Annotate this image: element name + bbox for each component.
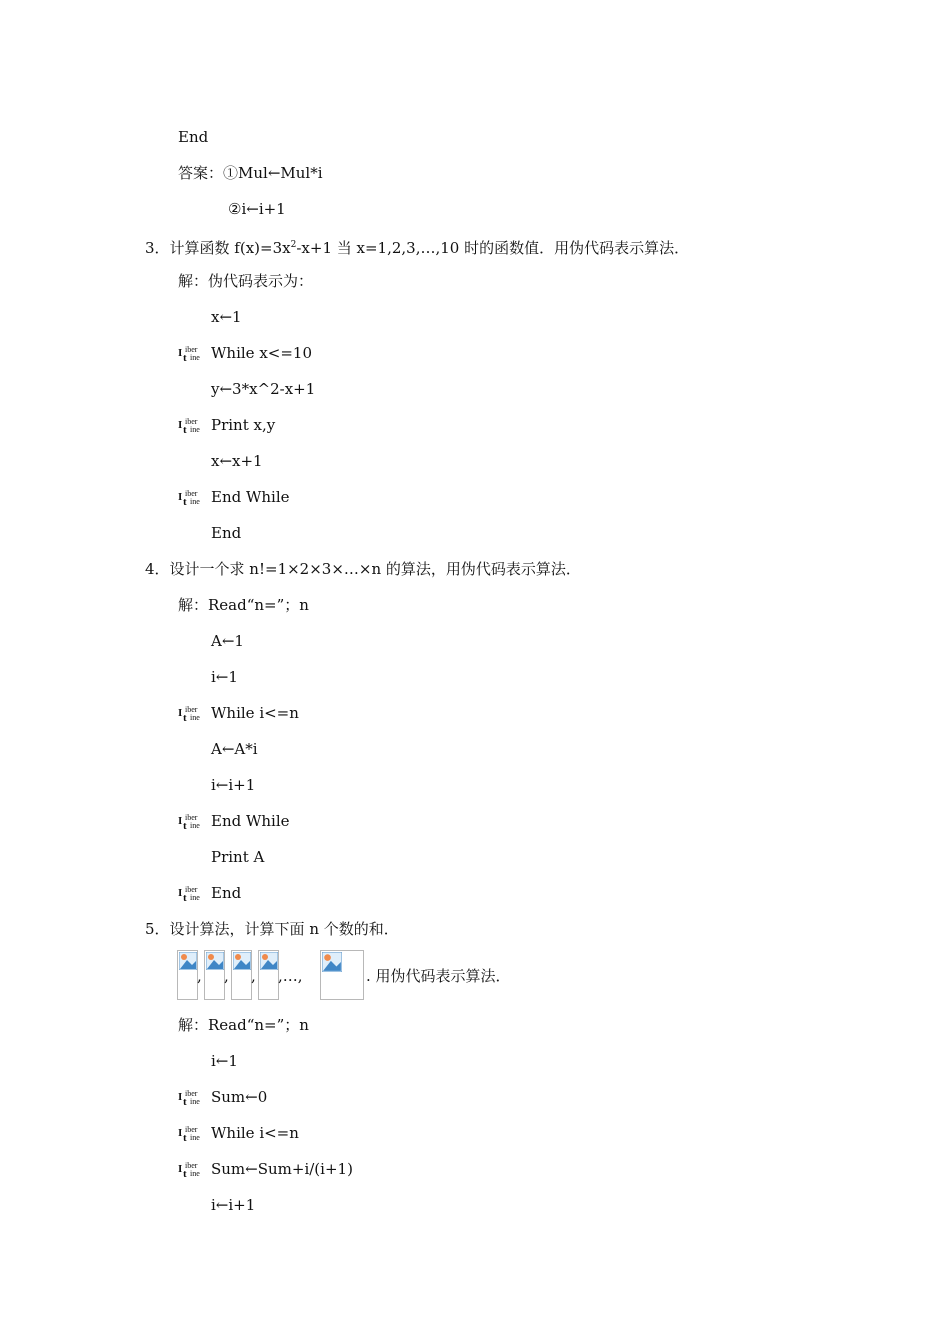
separator: , (224, 967, 229, 985)
q4-code-line: End (211, 884, 242, 902)
broken-image-icon (204, 950, 225, 1000)
q4-code-line: End While (211, 812, 290, 830)
q4-code-line: A←A*i (211, 740, 258, 758)
q3-code-line: While x<=10 (211, 344, 313, 362)
q4-code-line: i←1 (211, 668, 238, 686)
q4-code-line: A←1 (211, 632, 244, 650)
question-3: 3．计算函数 $f(x)=3x^2-x+1$ 当 x=1,2,3,…,10 时的函数值．用伪代码表示算法． (145, 239, 690, 257)
q4-code-line: Print A (211, 848, 265, 866)
libertine-icon: I iber t ine (178, 345, 200, 364)
libertine-icon: I iber t ine (178, 1125, 200, 1144)
broken-image-icon (320, 950, 364, 1000)
q3-solution-label: 解：伪代码表示为： (178, 272, 314, 290)
broken-image-icon (258, 950, 279, 1000)
libertine-icon: I iber t ine (178, 885, 200, 904)
libertine-icon: I iber t ine (178, 417, 200, 436)
question-4: 4．设计一个求 n!=1×2×3×…×n 的算法，用伪代码表示算法． (145, 560, 581, 578)
ellipsis: ,…, (278, 967, 303, 985)
q4-code-line: While i<=n (211, 704, 299, 722)
separator: , (251, 967, 256, 985)
q5-code-line: i←i+1 (211, 1196, 256, 1214)
q5-code-line: Sum←Sum+i/(i+1) (211, 1160, 353, 1178)
broken-image-icon (177, 950, 198, 1000)
q3-code-line: End While (211, 488, 290, 506)
libertine-icon: I iber t ine (178, 1089, 200, 1108)
answer-line-2: ②i←i+1 (228, 200, 286, 218)
q3-code-line: x←x+1 (211, 452, 263, 470)
q5-code-line: Sum←0 (211, 1088, 268, 1106)
broken-image-icon (231, 950, 252, 1000)
libertine-icon: I iber t ine (178, 813, 200, 832)
q3-code-line: y←3*x^2-x+1 (211, 380, 316, 398)
q5-tail-text: . 用伪代码表示算法． (366, 967, 511, 985)
libertine-icon: I iber t ine (178, 489, 200, 508)
q3-code-line: End (211, 524, 242, 542)
q5-code-line: i←1 (211, 1052, 238, 1070)
q3-code-line: Print x,y (211, 416, 276, 434)
question-5: 5．设计算法，计算下面 n 个数的和． (145, 920, 399, 938)
answer-line: 答案：①Mul←Mul*i (178, 164, 323, 182)
q5-code-line: While i<=n (211, 1124, 299, 1142)
q4-code-line: i←i+1 (211, 776, 256, 794)
code-end: End (178, 128, 209, 146)
q4-solution-label: 解：Read“n=”；n (178, 596, 309, 614)
q3-code-line: x←1 (211, 308, 242, 326)
libertine-icon: I iber t ine (178, 1161, 200, 1180)
libertine-icon: I iber t ine (178, 705, 200, 724)
q5-solution-label: 解：Read“n=”；n (178, 1016, 309, 1034)
separator: , (197, 967, 202, 985)
